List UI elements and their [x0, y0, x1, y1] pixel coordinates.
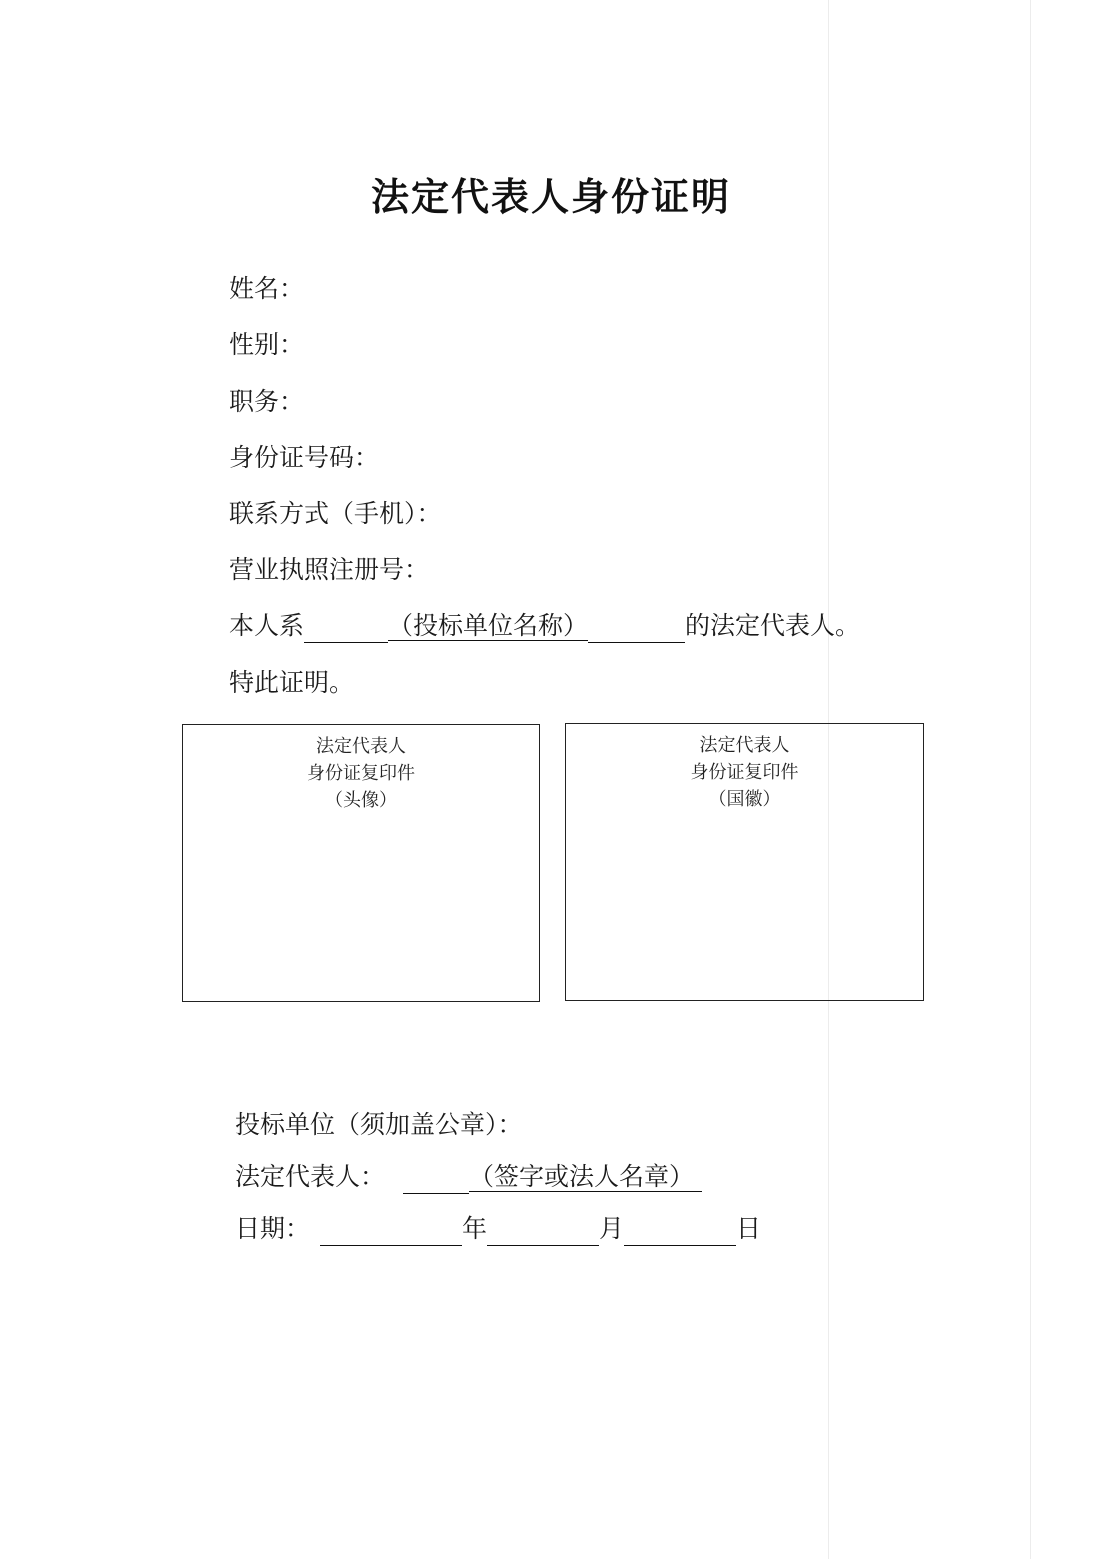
- year-label: 年: [462, 1214, 488, 1243]
- year-blank[interactable]: [320, 1215, 462, 1246]
- day-label: 日: [736, 1214, 762, 1243]
- bidder-blank-left[interactable]: [304, 612, 388, 643]
- id-front-caption: [183, 733, 539, 814]
- month-label: 月: [599, 1214, 625, 1243]
- month-blank[interactable]: [487, 1215, 599, 1246]
- caption-line: （国徽）: [708, 789, 781, 810]
- id-back-caption: [566, 732, 923, 813]
- caption-line: （头像）: [325, 790, 397, 811]
- contact-label: 联系方式（手机）：: [229, 499, 442, 528]
- bidder-seal-label: 投标单位（须加盖公章）：: [235, 1110, 523, 1139]
- rep-signature-line: [235, 1160, 702, 1194]
- rep-signature-hint[interactable]: （签字或法人名章）: [469, 1162, 702, 1192]
- rep-label: 法定代表人：: [235, 1162, 386, 1191]
- id-back-copy-box[interactable]: [565, 723, 924, 1001]
- date-line: [235, 1212, 761, 1246]
- id-front-copy-box[interactable]: [182, 724, 540, 1002]
- bidder-blank-right[interactable]: [588, 612, 685, 643]
- rep-blank[interactable]: [403, 1163, 469, 1194]
- name-label: 姓名：: [229, 274, 305, 303]
- gender-label: 性别：: [229, 330, 305, 359]
- license-label: 营业执照注册号：: [229, 555, 430, 584]
- caption-line: 身份证复印件: [690, 762, 799, 783]
- caption-line: 法定代表人: [699, 735, 790, 756]
- caption-line: 身份证复印件: [307, 763, 415, 784]
- page-title: 法定代表人身份证明: [370, 174, 731, 219]
- statement-suffix: 的法定代表人。: [685, 611, 861, 640]
- certify-text: 特此证明。: [229, 668, 355, 697]
- position-label: 职务：: [229, 387, 305, 416]
- day-blank[interactable]: [624, 1215, 736, 1246]
- bidder-name-hint[interactable]: （投标单位名称）: [388, 611, 589, 640]
- statement-line: [229, 609, 860, 643]
- date-label: 日期：: [235, 1214, 311, 1243]
- statement-prefix: 本人系: [229, 611, 305, 640]
- scan-line: [1030, 0, 1031, 1559]
- id-number-label: 身份证号码：: [229, 443, 380, 472]
- caption-line: 法定代表人: [316, 736, 406, 757]
